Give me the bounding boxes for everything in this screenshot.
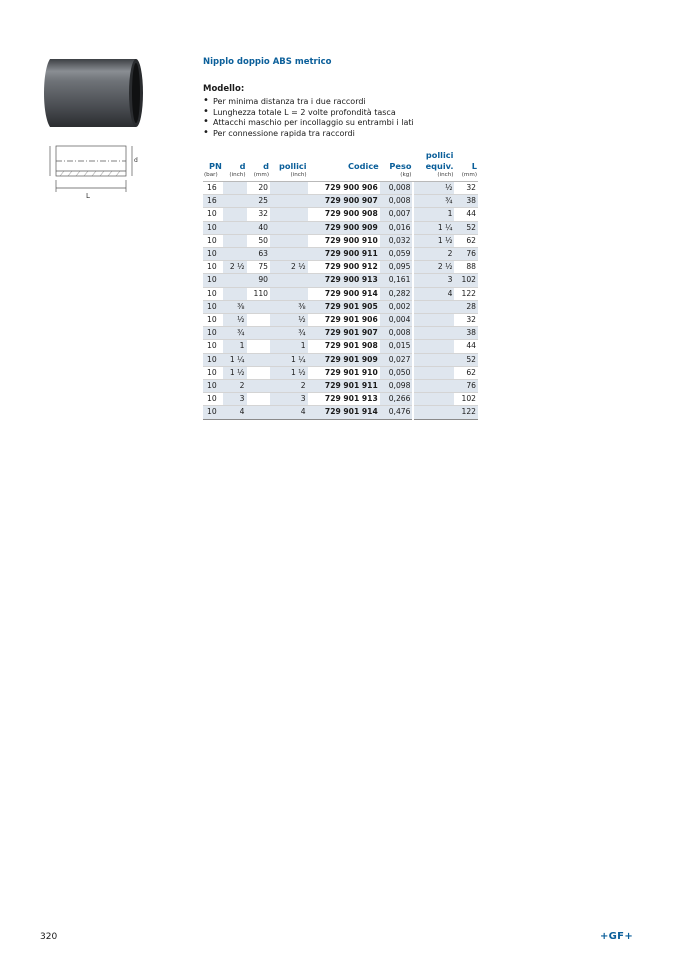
table-cell: 0,161 (380, 274, 413, 287)
unit-cell: (inch) (414, 172, 454, 182)
table-cell (223, 182, 247, 195)
table-cell: 10 (203, 406, 223, 419)
table-cell: ½ (270, 314, 308, 327)
table-row (203, 182, 478, 195)
table-cell: 10 (203, 301, 223, 314)
table-cell (270, 208, 308, 221)
table-cell: 0,059 (380, 248, 413, 261)
table-cell (223, 274, 247, 287)
table-cell: ⅜ (270, 301, 308, 314)
table-cell (270, 195, 308, 208)
table-row (203, 314, 478, 327)
table-cell: 10 (203, 235, 223, 248)
table-cell: 1 ¼ (270, 354, 308, 367)
table-cell: 44 (454, 208, 478, 221)
product-section (203, 57, 483, 420)
table-cell (247, 367, 270, 380)
table-cell: 0,002 (380, 301, 413, 314)
table-cell (270, 222, 308, 235)
model-label: Modello: (203, 84, 245, 94)
table-cell: 0,050 (380, 367, 413, 380)
table-cell: 729 900 909 (308, 222, 380, 235)
table-cell: 63 (247, 248, 270, 261)
table-cell: 25 (247, 195, 270, 208)
table-cell: 729 901 907 (308, 327, 380, 340)
table-cell: 729 900 912 (308, 261, 380, 274)
product-title: Nipplo doppio ABS metrico (203, 57, 332, 67)
table-cell: 729 901 911 (308, 380, 380, 393)
table-cell: 10 (203, 393, 223, 406)
table-cell (270, 248, 308, 261)
table-cell (223, 195, 247, 208)
table-cell (223, 235, 247, 248)
table-cell: 1 ¼ (223, 354, 247, 367)
table-cell: 52 (454, 222, 478, 235)
table-cell: 32 (454, 182, 478, 195)
table-cell: 1 (223, 340, 247, 353)
table-row (203, 261, 478, 274)
table-cell: 32 (247, 208, 270, 221)
table-cell: 729 900 910 (308, 235, 380, 248)
table-row (203, 235, 478, 248)
table-row (203, 380, 478, 393)
feature-list (203, 97, 483, 139)
table-cell: 10 (203, 314, 223, 327)
table-cell: 0,032 (380, 235, 413, 248)
header-cell: PN (209, 161, 222, 171)
table-cell: 0,007 (380, 208, 413, 221)
table-cell: 1 (414, 208, 454, 221)
table-cell: ¾ (223, 327, 247, 340)
table-cell: 1 ½ (270, 367, 308, 380)
table-row (203, 340, 478, 353)
table-cell (414, 406, 454, 419)
header-cell: pollici (278, 161, 307, 171)
table-cell: 10 (203, 248, 223, 261)
unit-cell: (kg) (380, 172, 413, 182)
table-cell: 2 ½ (223, 261, 247, 274)
header-cell: pollici equiv. (425, 150, 454, 171)
table-cell: 729 901 909 (308, 354, 380, 367)
table-cell: 88 (454, 261, 478, 274)
table-cell: 0,095 (380, 261, 413, 274)
table-row (203, 406, 478, 419)
table-cell (247, 327, 270, 340)
header-cell: Peso (389, 161, 412, 171)
table-cell: 729 900 913 (308, 274, 380, 287)
spec-table (203, 150, 478, 420)
table-cell: 729 901 913 (308, 393, 380, 406)
table-cell: 122 (454, 406, 478, 419)
table-cell (414, 393, 454, 406)
table-cell: 16 (203, 195, 223, 208)
table-cell: 0,282 (380, 288, 413, 301)
table-cell: 729 901 908 (308, 340, 380, 353)
table-cell: 0,015 (380, 340, 413, 353)
unit-cell: (inch) (223, 172, 247, 182)
table-cell (247, 380, 270, 393)
table-cell: 729 901 906 (308, 314, 380, 327)
table-cell: ¾ (414, 195, 454, 208)
table-cell: 0,008 (380, 195, 413, 208)
table-cell: 3 (223, 393, 247, 406)
table-cell: 10 (203, 288, 223, 301)
table-cell: 28 (454, 301, 478, 314)
table-cell: 1 ½ (414, 235, 454, 248)
table-cell (414, 380, 454, 393)
header-row (203, 150, 478, 172)
table-cell: 10 (203, 222, 223, 235)
table-row (203, 393, 478, 406)
technical-drawing (48, 140, 144, 202)
table-cell: 102 (454, 274, 478, 287)
table-cell: 1 ¼ (414, 222, 454, 235)
table-cell (247, 406, 270, 419)
feature-item: • Per connessione rapida tra raccordi (203, 129, 483, 140)
table-cell: 4 (223, 406, 247, 419)
table-cell: 110 (247, 288, 270, 301)
table-cell (223, 222, 247, 235)
table-cell: 2 ½ (270, 261, 308, 274)
table-cell: 10 (203, 327, 223, 340)
gf-logo: +GF+ (600, 931, 633, 942)
table-cell: 729 901 914 (308, 406, 380, 419)
table-cell: ½ (414, 182, 454, 195)
table-cell: 32 (454, 314, 478, 327)
table-cell: 3 (270, 393, 308, 406)
length-label: L (86, 192, 90, 200)
table-cell: 729 900 906 (308, 182, 380, 195)
table-cell: 10 (203, 261, 223, 274)
table-cell: 62 (454, 235, 478, 248)
table-cell: ¾ (270, 327, 308, 340)
table-cell (247, 314, 270, 327)
table-cell (247, 354, 270, 367)
table-cell: 0,008 (380, 327, 413, 340)
table-cell: 102 (454, 393, 478, 406)
table-cell (223, 248, 247, 261)
table-cell: 38 (454, 195, 478, 208)
header-cell: d (239, 161, 246, 171)
diameter-label: d (134, 157, 138, 164)
table-cell: 2 ½ (414, 261, 454, 274)
table-cell: 10 (203, 380, 223, 393)
table-row (203, 301, 478, 314)
table-cell: 122 (454, 288, 478, 301)
table-cell (414, 327, 454, 340)
table-row (203, 274, 478, 287)
table-cell: 50 (247, 235, 270, 248)
table-cell: 90 (247, 274, 270, 287)
table-cell: 62 (454, 367, 478, 380)
table-cell: 10 (203, 340, 223, 353)
table-cell (223, 288, 247, 301)
header-cell: d (263, 161, 269, 171)
table-cell (414, 354, 454, 367)
table-cell: 0,004 (380, 314, 413, 327)
feature-item: • Lunghezza totale L = 2 volte profondità tasca (203, 108, 483, 119)
table-row (203, 248, 478, 261)
table-cell (270, 182, 308, 195)
table-cell: 0,008 (380, 182, 413, 195)
table-row (203, 367, 478, 380)
table-cell: 10 (203, 354, 223, 367)
table-cell (270, 274, 308, 287)
table-cell: 10 (203, 274, 223, 287)
table-cell: 20 (247, 182, 270, 195)
units-row (203, 172, 478, 182)
table-cell (247, 301, 270, 314)
table-cell (270, 235, 308, 248)
spec-table-body (203, 182, 478, 420)
table-cell: 0,266 (380, 393, 413, 406)
table-cell: 16 (203, 182, 223, 195)
header-cell: Codice (348, 161, 379, 171)
table-cell: 0,027 (380, 354, 413, 367)
table-cell (414, 314, 454, 327)
table-cell: 44 (454, 340, 478, 353)
table-cell: 729 901 905 (308, 301, 380, 314)
unit-cell: (inch) (270, 172, 308, 182)
table-row (203, 195, 478, 208)
table-cell: 2 (414, 248, 454, 261)
table-cell (270, 288, 308, 301)
table-cell: 76 (454, 248, 478, 261)
table-cell: 10 (203, 367, 223, 380)
table-cell: 4 (414, 288, 454, 301)
table-cell: ⅜ (223, 301, 247, 314)
table-cell: ½ (223, 314, 247, 327)
table-cell (414, 367, 454, 380)
table-cell: 2 (223, 380, 247, 393)
table-cell (414, 340, 454, 353)
feature-item: • Per minima distanza tra i due raccordi (203, 97, 483, 108)
table-cell: 729 900 914 (308, 288, 380, 301)
table-cell: 729 900 908 (308, 208, 380, 221)
product-photo (40, 57, 148, 129)
unit-cell: (bar) (203, 172, 223, 182)
page-number: 320 (40, 932, 58, 942)
table-cell: 0,476 (380, 406, 413, 419)
table-cell: 729 901 910 (308, 367, 380, 380)
table-cell: 52 (454, 354, 478, 367)
table-cell (414, 301, 454, 314)
table-cell: 0,016 (380, 222, 413, 235)
table-row (203, 354, 478, 367)
header-cell: L (471, 161, 477, 171)
table-cell: 729 900 911 (308, 248, 380, 261)
table-cell: 1 ½ (223, 367, 247, 380)
table-cell (247, 340, 270, 353)
table-row (203, 288, 478, 301)
table-cell: 4 (270, 406, 308, 419)
table-cell: 38 (454, 327, 478, 340)
table-cell: 75 (247, 261, 270, 274)
table-cell: 40 (247, 222, 270, 235)
table-cell: 729 900 907 (308, 195, 380, 208)
table-cell: 2 (270, 380, 308, 393)
feature-item: • Attacchi maschio per incollaggio su entrambi i lati (203, 118, 483, 129)
table-row (203, 208, 478, 221)
table-cell (247, 393, 270, 406)
table-row (203, 327, 478, 340)
table-cell: 3 (414, 274, 454, 287)
table-cell (223, 208, 247, 221)
unit-cell: (mm) (247, 172, 270, 182)
table-cell: 10 (203, 208, 223, 221)
table-cell: 76 (454, 380, 478, 393)
table-cell: 1 (270, 340, 308, 353)
unit-cell (308, 172, 380, 182)
table-cell: 0,098 (380, 380, 413, 393)
unit-cell: (mm) (454, 172, 478, 182)
table-row (203, 222, 478, 235)
